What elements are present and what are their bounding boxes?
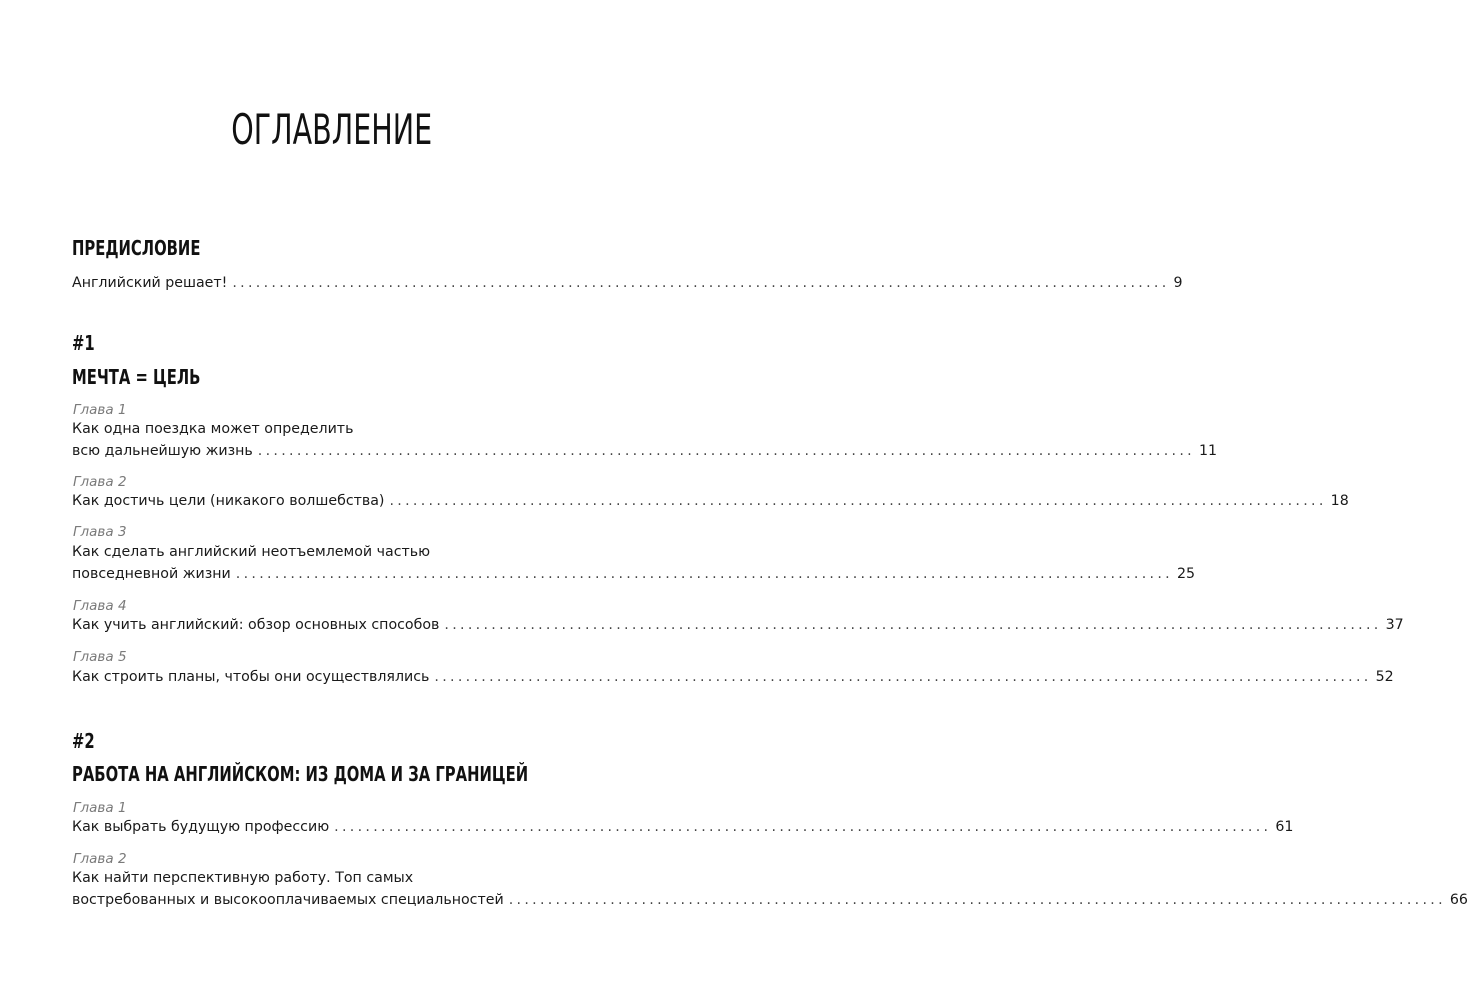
entry-title: востребованных и высокооплачиваемых специальностей <box>72 892 504 908</box>
entry-page-number: 66 <box>1449 892 1468 908</box>
toc-entry-part2-ch2[interactable] <box>72 890 1468 910</box>
toc-entry-part1-ch4[interactable] <box>72 615 1404 635</box>
entry-title-line: Как сделать английский неотъемлемой частью <box>72 544 431 560</box>
toc-entry-part1-ch5[interactable] <box>72 667 1394 687</box>
dot-leader: ........................................................................................................................ <box>508 892 1446 908</box>
dot-leader: ........................................................................................................................ <box>444 617 1382 633</box>
chapter-label: Глава 3 <box>73 524 127 540</box>
entry-title: Английский решает! <box>72 275 228 291</box>
toc-entry-part2-ch1[interactable] <box>72 817 1294 837</box>
part-2-number: #2 <box>72 729 95 753</box>
dot-leader: ........................................................................................................................ <box>334 819 1272 835</box>
toc-entry-part1-ch3[interactable] <box>72 564 1196 584</box>
preface-heading: ПРЕДИСЛОВИЕ <box>72 236 201 260</box>
dot-leader: ........................................................................................................................ <box>235 566 1173 582</box>
chapter-label: Глава 2 <box>73 474 127 490</box>
entry-title-line: Как одна поездка может определить <box>72 421 354 437</box>
dot-leader: ........................................................................................................................ <box>232 275 1170 291</box>
part-1-heading: МЕЧТА = ЦЕЛЬ <box>72 365 201 389</box>
entry-page-number: 52 <box>1375 669 1394 685</box>
toc-entry-part1-ch2[interactable] <box>72 491 1349 511</box>
chapter-label: Глава 5 <box>73 649 127 665</box>
entry-title: Как выбрать будущую профессию <box>72 819 330 835</box>
toc-entry-preface[interactable] <box>72 273 1183 293</box>
dot-leader: ........................................................................................................................ <box>389 493 1327 509</box>
entry-title: Как строить планы, чтобы они осуществлялись <box>72 669 430 685</box>
entry-title: Как достичь цели (никакого волшебства) <box>72 493 385 509</box>
entry-page-number: 11 <box>1198 443 1218 459</box>
dot-leader: ........................................................................................................................ <box>434 669 1372 685</box>
toc-entry-part1-ch1[interactable] <box>72 441 1218 461</box>
chapter-label: Глава 4 <box>73 598 127 614</box>
entry-title: всю дальнейшую жизнь <box>72 443 253 459</box>
entry-title: Как учить английский: обзор основных способов <box>72 617 440 633</box>
entry-page-number: 18 <box>1330 493 1349 509</box>
dot-leader: ........................................................................................................................ <box>257 443 1195 459</box>
part-2-heading: РАБОТА НА АНГЛИЙСКОМ: ИЗ ДОМА И ЗА ГРАНИЦЕЙ <box>72 762 529 786</box>
entry-page-number: 9 <box>1173 275 1183 291</box>
chapter-label: Глава 2 <box>73 851 127 867</box>
entry-title: повседневной жизни <box>72 566 231 582</box>
entry-page-number: 37 <box>1385 617 1404 633</box>
entry-page-number: 61 <box>1275 819 1294 835</box>
part-1-number: #1 <box>72 331 95 355</box>
entry-page-number: 25 <box>1176 566 1196 582</box>
chapter-label: Глава 1 <box>73 402 127 418</box>
page-title: ОГЛАВЛЕНИЕ <box>231 105 433 154</box>
chapter-label: Глава 1 <box>73 800 127 816</box>
entry-title-line: Как найти перспективную работу. Топ самых <box>72 870 414 886</box>
